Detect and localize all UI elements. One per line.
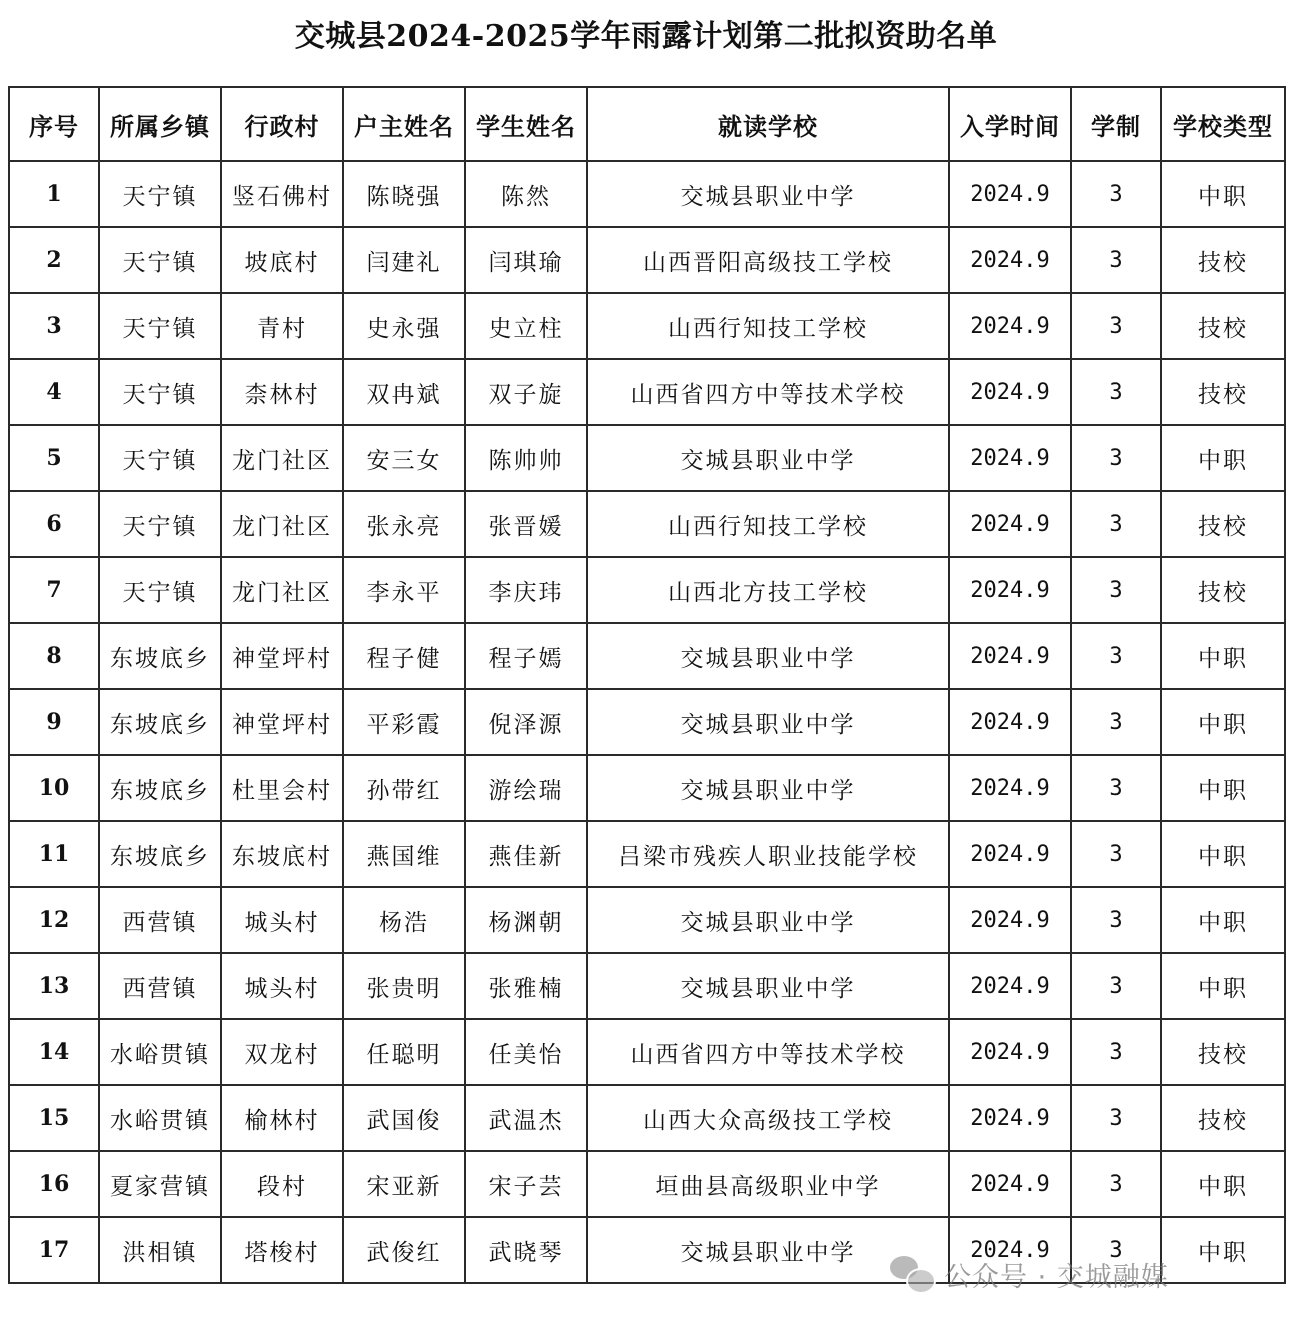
cell-householder: 李永平	[343, 557, 465, 623]
wechat-icon	[890, 1254, 934, 1294]
header-township: 所属乡镇	[99, 87, 221, 161]
cell-index: 3	[9, 293, 99, 359]
table-row	[9, 887, 1285, 953]
cell-school-type: 中职	[1161, 755, 1285, 821]
cell-school-type: 中职	[1161, 161, 1285, 227]
cell-index: 16	[9, 1151, 99, 1217]
cell-township: 洪相镇	[99, 1217, 221, 1283]
cell-index: 14	[9, 1019, 99, 1085]
cell-school-type: 技校	[1161, 557, 1285, 623]
cell-enroll-date: 2024.9	[949, 1217, 1071, 1283]
header-school: 就读学校	[587, 87, 949, 161]
cell-school: 交城县职业中学	[587, 425, 949, 491]
cell-school: 交城县职业中学	[587, 161, 949, 227]
cell-enroll-date: 2024.9	[949, 161, 1071, 227]
cell-township: 东坡底乡	[99, 755, 221, 821]
cell-school: 山西省四方中等技术学校	[587, 1019, 949, 1085]
cell-householder: 程子健	[343, 623, 465, 689]
table-row	[9, 227, 1285, 293]
cell-enroll-date: 2024.9	[949, 755, 1071, 821]
cell-index: 8	[9, 623, 99, 689]
cell-school: 山西行知技工学校	[587, 491, 949, 557]
cell-village: 龙门社区	[221, 491, 343, 557]
cell-index: 11	[9, 821, 99, 887]
cell-school: 山西北方技工学校	[587, 557, 949, 623]
cell-student: 程子嫣	[465, 623, 587, 689]
table-row	[9, 689, 1285, 755]
cell-duration: 3	[1071, 491, 1161, 557]
cell-householder: 闫建礼	[343, 227, 465, 293]
cell-duration: 3	[1071, 1151, 1161, 1217]
cell-village: 神堂坪村	[221, 623, 343, 689]
cell-school: 山西大众高级技工学校	[587, 1085, 949, 1151]
cell-duration: 3	[1071, 623, 1161, 689]
cell-school-type: 中职	[1161, 953, 1285, 1019]
cell-school-type: 中职	[1161, 623, 1285, 689]
cell-student: 陈帅帅	[465, 425, 587, 491]
cell-school-type: 中职	[1161, 887, 1285, 953]
cell-student: 任美怡	[465, 1019, 587, 1085]
cell-village: 榆林村	[221, 1085, 343, 1151]
cell-duration: 3	[1071, 227, 1161, 293]
cell-householder: 孙带红	[343, 755, 465, 821]
cell-index: 5	[9, 425, 99, 491]
cell-index: 12	[9, 887, 99, 953]
cell-duration: 3	[1071, 953, 1161, 1019]
cell-householder: 陈晓强	[343, 161, 465, 227]
cell-enroll-date: 2024.9	[949, 1085, 1071, 1151]
cell-householder: 任聪明	[343, 1019, 465, 1085]
cell-school: 山西省四方中等技术学校	[587, 359, 949, 425]
cell-householder: 史永强	[343, 293, 465, 359]
cell-index: 7	[9, 557, 99, 623]
cell-school: 交城县职业中学	[587, 689, 949, 755]
cell-householder: 平彩霞	[343, 689, 465, 755]
cell-student: 张雅楠	[465, 953, 587, 1019]
cell-enroll-date: 2024.9	[949, 425, 1071, 491]
cell-householder: 武国俊	[343, 1085, 465, 1151]
table-row	[9, 293, 1285, 359]
cell-duration: 3	[1071, 359, 1161, 425]
cell-index: 2	[9, 227, 99, 293]
cell-householder: 张贵明	[343, 953, 465, 1019]
cell-school-type: 中职	[1161, 425, 1285, 491]
header-village: 行政村	[221, 87, 343, 161]
cell-school: 山西行知技工学校	[587, 293, 949, 359]
cell-school: 交城县职业中学	[587, 623, 949, 689]
cell-duration: 3	[1071, 755, 1161, 821]
cell-school-type: 中职	[1161, 821, 1285, 887]
table-header-row	[9, 87, 1285, 161]
cell-village: 神堂坪村	[221, 689, 343, 755]
cell-school-type: 技校	[1161, 227, 1285, 293]
cell-householder: 燕国维	[343, 821, 465, 887]
cell-duration: 3	[1071, 557, 1161, 623]
cell-enroll-date: 2024.9	[949, 887, 1071, 953]
cell-township: 夏家营镇	[99, 1151, 221, 1217]
cell-village: 龙门社区	[221, 425, 343, 491]
cell-duration: 3	[1071, 425, 1161, 491]
cell-village: 双龙村	[221, 1019, 343, 1085]
watermark-text: 公众号 · 交城融媒	[944, 1261, 1169, 1293]
cell-township: 天宁镇	[99, 359, 221, 425]
cell-student: 游绘瑞	[465, 755, 587, 821]
cell-village: 城头村	[221, 953, 343, 1019]
page-title: 交城县2024-2025学年雨露计划第二批拟资助名单	[294, 19, 998, 54]
cell-enroll-date: 2024.9	[949, 953, 1071, 1019]
cell-school-type: 技校	[1161, 359, 1285, 425]
cell-index: 15	[9, 1085, 99, 1151]
cell-index: 10	[9, 755, 99, 821]
cell-householder: 安三女	[343, 425, 465, 491]
cell-school-type: 技校	[1161, 1019, 1285, 1085]
cell-student: 史立柱	[465, 293, 587, 359]
cell-school: 交城县职业中学	[587, 755, 949, 821]
cell-enroll-date: 2024.9	[949, 293, 1071, 359]
cell-village: 塔梭村	[221, 1217, 343, 1283]
cell-enroll-date: 2024.9	[949, 623, 1071, 689]
table-row	[9, 953, 1285, 1019]
cell-index: 4	[9, 359, 99, 425]
table-row	[9, 623, 1285, 689]
table-row	[9, 557, 1285, 623]
cell-township: 东坡底乡	[99, 623, 221, 689]
header-enroll-date: 入学时间	[949, 87, 1071, 161]
cell-enroll-date: 2024.9	[949, 491, 1071, 557]
cell-township: 水峪贯镇	[99, 1085, 221, 1151]
cell-duration: 3	[1071, 887, 1161, 953]
watermark	[890, 1252, 1169, 1296]
cell-enroll-date: 2024.9	[949, 557, 1071, 623]
cell-school: 交城县职业中学	[587, 953, 949, 1019]
cell-enroll-date: 2024.9	[949, 1019, 1071, 1085]
cell-school: 交城县职业中学	[587, 887, 949, 953]
cell-school-type: 中职	[1161, 1217, 1285, 1283]
cell-school: 垣曲县高级职业中学	[587, 1151, 949, 1217]
cell-township: 西营镇	[99, 953, 221, 1019]
cell-township: 天宁镇	[99, 227, 221, 293]
cell-duration: 3	[1071, 161, 1161, 227]
cell-village: 柰林村	[221, 359, 343, 425]
table-row	[9, 161, 1285, 227]
cell-householder: 双冉斌	[343, 359, 465, 425]
header-duration: 学制	[1071, 87, 1161, 161]
cell-student: 闫琪瑜	[465, 227, 587, 293]
cell-school-type: 技校	[1161, 491, 1285, 557]
cell-township: 天宁镇	[99, 557, 221, 623]
table-row	[9, 359, 1285, 425]
cell-householder: 杨浩	[343, 887, 465, 953]
cell-enroll-date: 2024.9	[949, 689, 1071, 755]
cell-student: 武温杰	[465, 1085, 587, 1151]
cell-village: 东坡底村	[221, 821, 343, 887]
cell-enroll-date: 2024.9	[949, 821, 1071, 887]
funding-list-table	[8, 86, 1286, 1284]
cell-enroll-date: 2024.9	[949, 1151, 1071, 1217]
cell-enroll-date: 2024.9	[949, 227, 1071, 293]
cell-school: 山西晋阳高级技工学校	[587, 227, 949, 293]
cell-school-type: 技校	[1161, 1085, 1285, 1151]
cell-township: 天宁镇	[99, 293, 221, 359]
cell-village: 竖石佛村	[221, 161, 343, 227]
cell-householder: 宋亚新	[343, 1151, 465, 1217]
cell-school-type: 中职	[1161, 1151, 1285, 1217]
cell-student: 燕佳新	[465, 821, 587, 887]
cell-duration: 3	[1071, 689, 1161, 755]
cell-duration: 3	[1071, 293, 1161, 359]
cell-householder: 张永亮	[343, 491, 465, 557]
cell-township: 天宁镇	[99, 491, 221, 557]
cell-student: 倪泽源	[465, 689, 587, 755]
cell-enroll-date: 2024.9	[949, 359, 1071, 425]
cell-student: 李庆玮	[465, 557, 587, 623]
cell-duration: 3	[1071, 1217, 1161, 1283]
cell-township: 水峪贯镇	[99, 1019, 221, 1085]
cell-householder: 武俊红	[343, 1217, 465, 1283]
header-index: 序号	[9, 87, 99, 161]
table-row	[9, 491, 1285, 557]
cell-index: 1	[9, 161, 99, 227]
cell-village: 段村	[221, 1151, 343, 1217]
cell-village: 城头村	[221, 887, 343, 953]
cell-township: 天宁镇	[99, 425, 221, 491]
cell-township: 东坡底乡	[99, 821, 221, 887]
cell-village: 青村	[221, 293, 343, 359]
table-row	[9, 755, 1285, 821]
cell-village: 杜里会村	[221, 755, 343, 821]
header-school-type: 学校类型	[1161, 87, 1285, 161]
cell-township: 东坡底乡	[99, 689, 221, 755]
cell-student: 双子旋	[465, 359, 587, 425]
header-student: 学生姓名	[465, 87, 587, 161]
cell-duration: 3	[1071, 1085, 1161, 1151]
cell-village: 坡底村	[221, 227, 343, 293]
cell-school: 交城县职业中学	[587, 1217, 949, 1283]
cell-township: 天宁镇	[99, 161, 221, 227]
cell-village: 龙门社区	[221, 557, 343, 623]
table-row	[9, 821, 1285, 887]
cell-duration: 3	[1071, 1019, 1161, 1085]
cell-school: 吕梁市残疾人职业技能学校	[587, 821, 949, 887]
table-row	[9, 1085, 1285, 1151]
cell-school-type: 中职	[1161, 689, 1285, 755]
cell-index: 17	[9, 1217, 99, 1283]
cell-index: 13	[9, 953, 99, 1019]
table-row	[9, 1151, 1285, 1217]
cell-index: 6	[9, 491, 99, 557]
cell-student: 武晓琴	[465, 1217, 587, 1283]
cell-school-type: 技校	[1161, 293, 1285, 359]
cell-student: 宋子芸	[465, 1151, 587, 1217]
cell-duration: 3	[1071, 821, 1161, 887]
cell-student: 张晋媛	[465, 491, 587, 557]
cell-township: 西营镇	[99, 887, 221, 953]
cell-student: 杨渊朝	[465, 887, 587, 953]
header-householder: 户主姓名	[343, 87, 465, 161]
table-row	[9, 1019, 1285, 1085]
table-row	[9, 425, 1285, 491]
cell-student: 陈然	[465, 161, 587, 227]
cell-index: 9	[9, 689, 99, 755]
